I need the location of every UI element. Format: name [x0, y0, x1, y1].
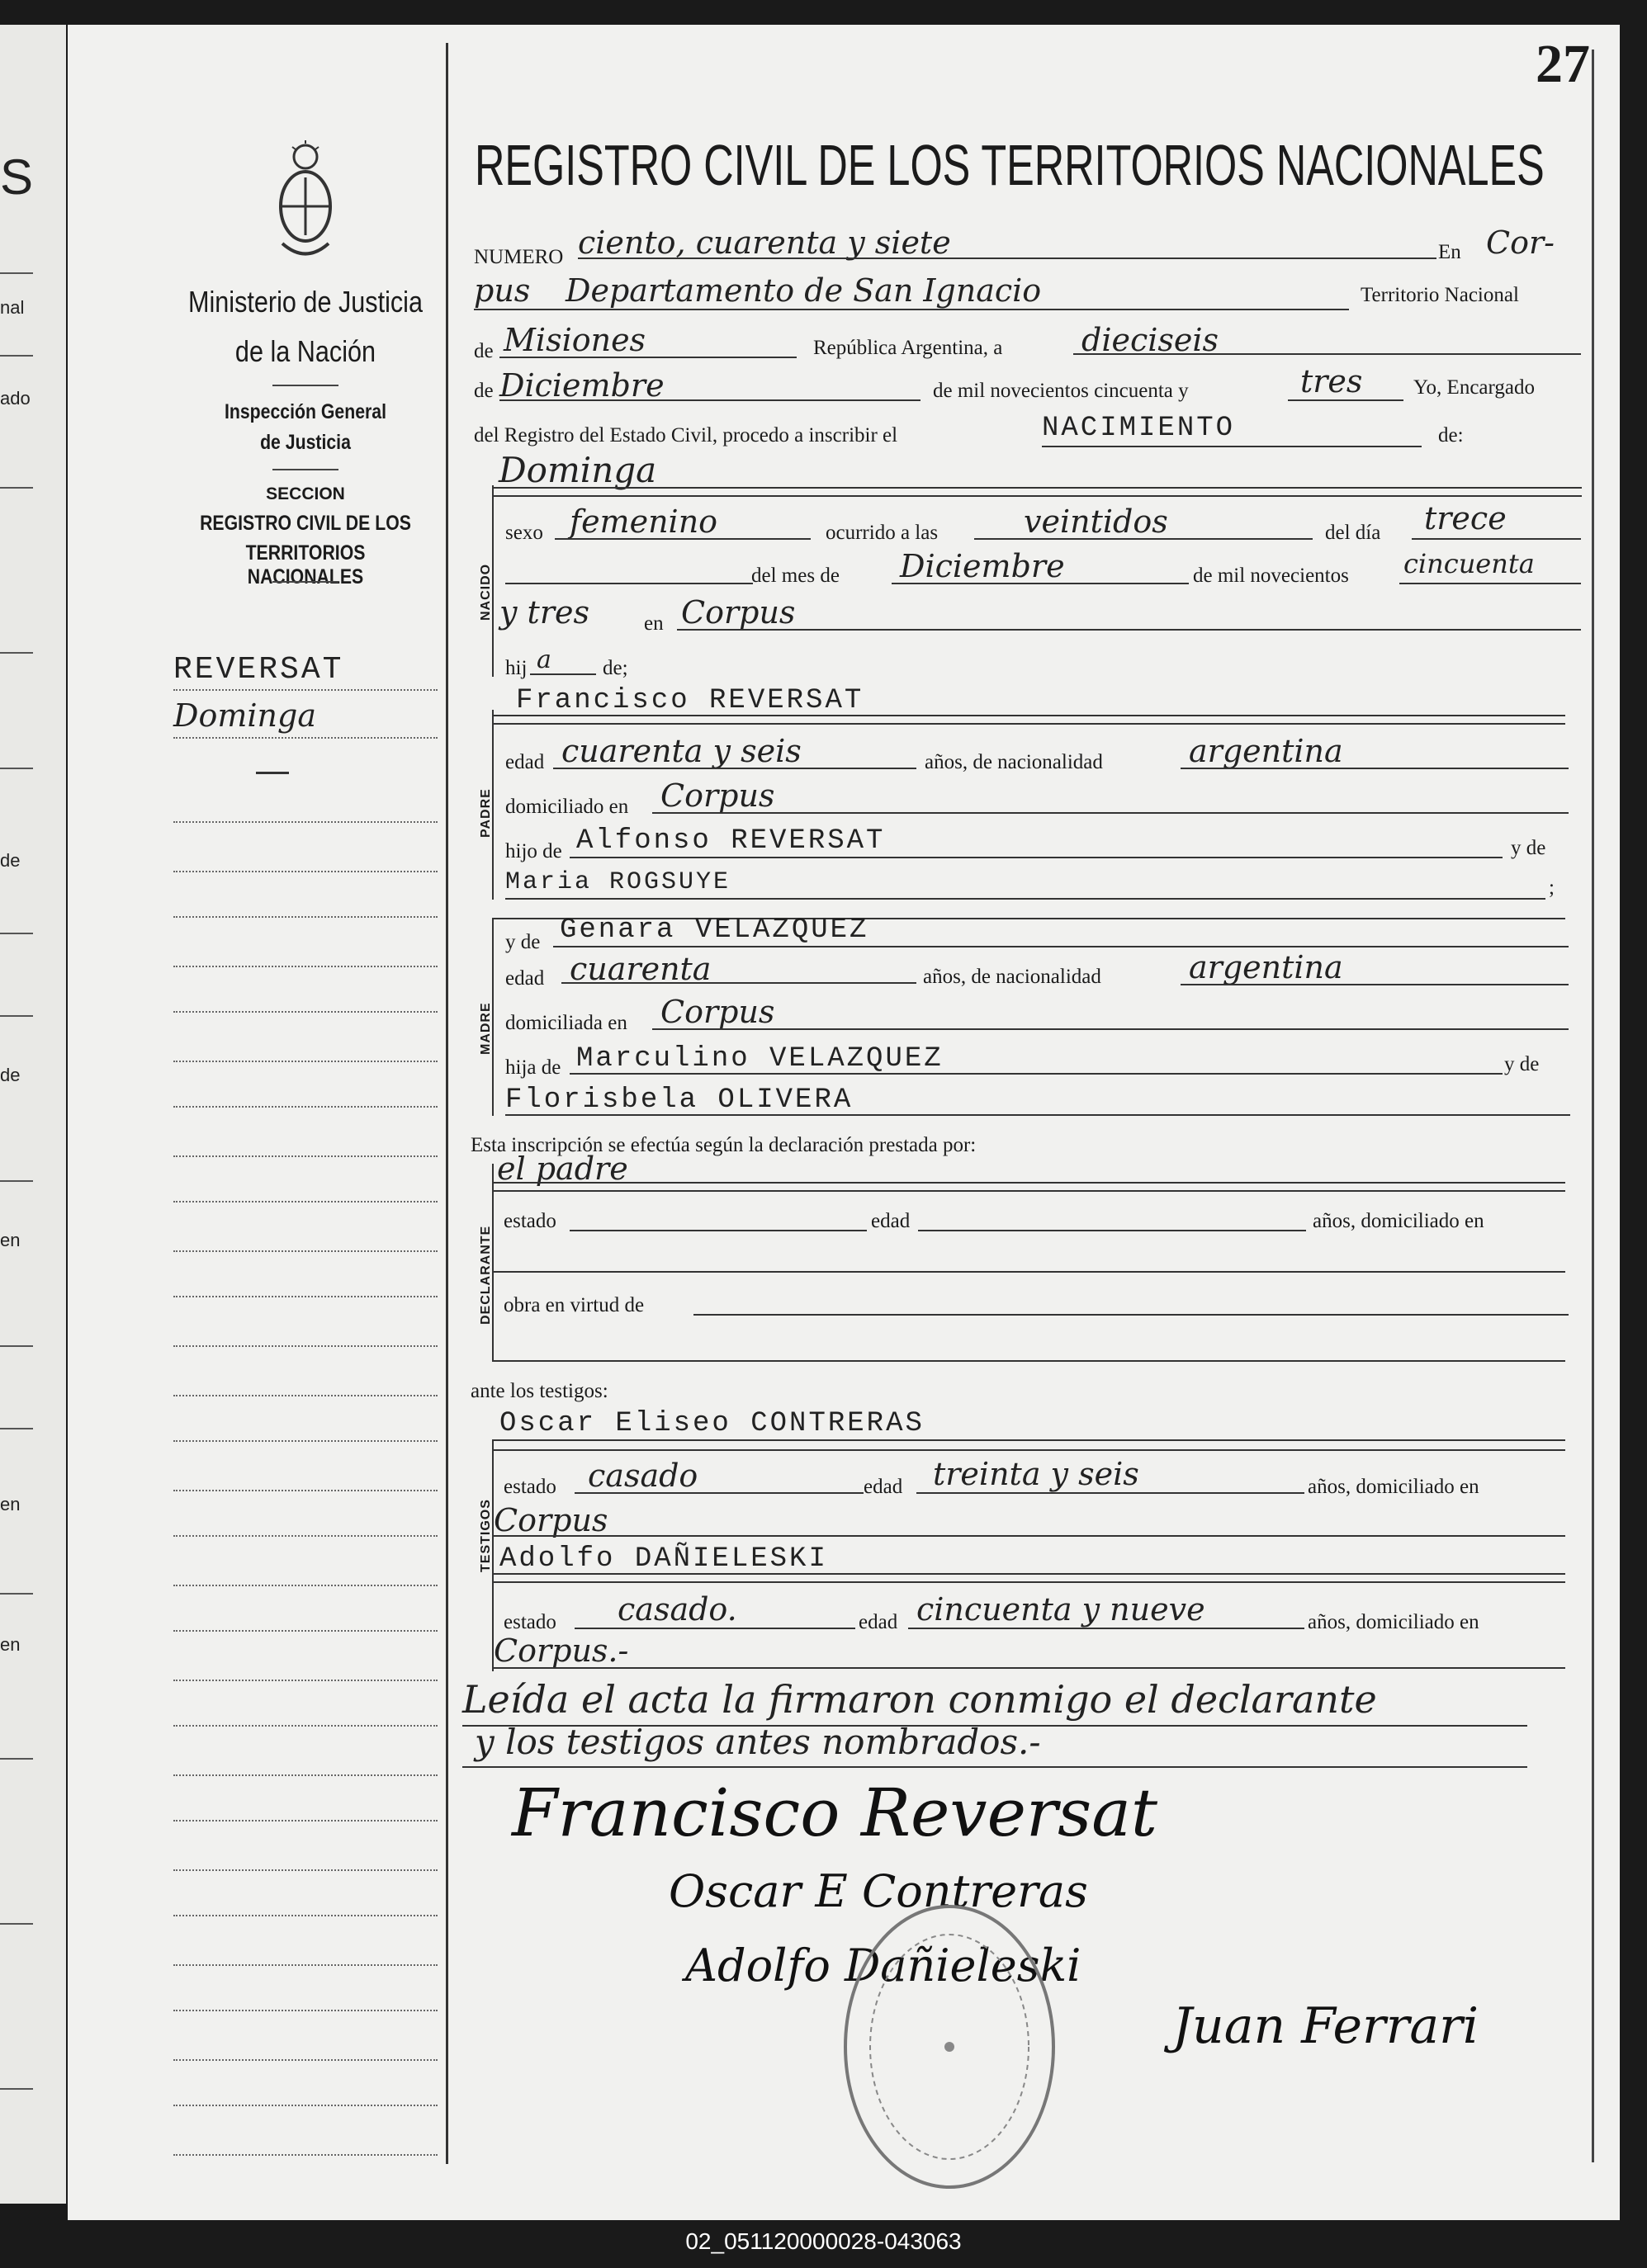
de-semicolon: de; [603, 657, 628, 679]
fragment: en [0, 1634, 21, 1655]
testigos-label: TESTIGOS [479, 1499, 493, 1572]
madre-edad-value: cuarenta [570, 951, 712, 987]
declarante-label: DECLARANTE [479, 1225, 493, 1325]
testigo2-edad: cincuenta y nueve [916, 1591, 1205, 1628]
testigo1-edad: treinta y seis [933, 1456, 1139, 1492]
city-part2: pus [474, 272, 531, 309]
anio-value-2: y tres [499, 594, 589, 631]
nacido-label: NACIDO [479, 563, 493, 621]
territory-value: Misiones [504, 322, 646, 358]
anio-value-1: cincuenta [1403, 548, 1535, 579]
testigo1-estado: casado [588, 1458, 698, 1494]
seccion-label: SECCION [266, 484, 345, 503]
madre-nacionalidad-value: argentina [1189, 949, 1343, 985]
mes-value: Diciembre [900, 548, 1065, 584]
fragment: de [0, 850, 21, 871]
madre-y-de-label-2: y de [1504, 1053, 1540, 1075]
fragment: de [0, 1065, 21, 1085]
index-surname: REVERSAT [173, 652, 344, 687]
page-title: REGISTRO CIVIL DE LOS TERRITORIOS NACIONALES [475, 133, 1545, 197]
madre-hija-de-label: hija de [505, 1056, 561, 1079]
madre-y-de-label: y de [505, 931, 541, 953]
page-number: 27 [1536, 34, 1590, 94]
city-part1: Cor- [1486, 224, 1555, 261]
testigo1-name: Oscar Eliseo CONTRERAS [499, 1408, 925, 1439]
testigo1-anos-label: años, domiciliado en [1308, 1476, 1479, 1498]
republica-label: República Argentina, a [813, 337, 1003, 359]
declarante-estado-label: estado [504, 1210, 556, 1232]
padre-edad-value: cuarenta y seis [561, 733, 802, 769]
padre-madre-name: Maria ROGSUYE [505, 868, 731, 896]
declarante-obra-label: obra en virtud de [504, 1294, 645, 1316]
acta-type: NACIMIENTO [1042, 413, 1236, 444]
ministry-subtitle: de la Nación [234, 334, 376, 368]
page-edge-rule [1592, 50, 1594, 2162]
testigos-intro: ante los testigos: [471, 1380, 608, 1402]
madre-domicilio-value: Corpus [660, 994, 775, 1030]
madre-domiciliada-label: domiciliada en [505, 1012, 627, 1034]
inspeccion-label: Inspección General [224, 400, 387, 423]
padre-padre-name: Alfonso REVERSAT [576, 825, 886, 857]
padre-edad-label: edad [505, 751, 545, 773]
declarante-intro: Esta inscripción se efectúa según la declaración prestada por: [471, 1134, 977, 1156]
departamento-value: Departamento de San Ignacio [566, 272, 1042, 309]
hijo-label: hij [505, 657, 528, 679]
year-value: tres [1300, 363, 1363, 399]
testigo2-estado-label: estado [504, 1611, 556, 1633]
testigo1-edad-label: edad [864, 1476, 903, 1498]
novecientos-label: de mil novecientos [1193, 565, 1349, 587]
sexo-label: sexo [505, 522, 543, 544]
madre-label: MADRE [479, 1002, 493, 1055]
testigo2-estado: casado. [618, 1591, 737, 1628]
fragment: en [0, 1230, 21, 1250]
declarante-anos-label: años, domiciliado en [1313, 1210, 1484, 1232]
signature-testigo-2: Adolfo Dañieleski [685, 1940, 1081, 1992]
mes-label: del mes de [751, 565, 840, 587]
dia-value: trece [1424, 500, 1507, 536]
numero-label: NUMERO [474, 246, 564, 268]
mil-label: de mil novecientos cincuenta y [933, 380, 1189, 402]
margin-rule [446, 43, 448, 2164]
image-identifier: 02_051120000028-043063 [685, 2228, 962, 2254]
en-label-2: en [644, 612, 664, 635]
day-value: dieciseis [1081, 322, 1219, 358]
fragment: nal [0, 297, 25, 318]
closing-line-1: Leída el acta la firmaron conmigo el declarante [462, 1677, 1377, 1722]
hijo-suffix: a [537, 645, 551, 674]
index-given-name: Dominga [173, 697, 316, 734]
sexo-value: femenino [570, 503, 718, 540]
lugar-value: Corpus [681, 594, 796, 631]
declarante-value: el padre [497, 1151, 628, 1187]
testigo2-name: Adolfo DAÑIELESKI [499, 1543, 828, 1575]
madre-anos-label: años, de nacionalidad [923, 966, 1101, 988]
ministry-title: Ministerio de Justicia [187, 285, 424, 319]
madre-madre-name: Florisbela OLIVERA [505, 1084, 854, 1116]
madre-name: Genara VELAZQUEZ [560, 914, 869, 946]
closing-line-2: y los testigos antes nombrados.- [475, 1722, 1041, 1762]
numero-value: ciento, cuarenta y siete [578, 224, 951, 261]
fragment: en [0, 1494, 21, 1514]
testigo2-anos-label: años, domiciliado en [1308, 1611, 1479, 1633]
fragment: S [0, 149, 34, 205]
de-label-2: de [474, 380, 494, 402]
signature-encargado: Juan Ferrari [1172, 1997, 1479, 2055]
testigo1-domicilio: Corpus [494, 1502, 608, 1538]
padre-y-de-label: y de [1511, 837, 1546, 859]
testigo1-estado-label: estado [504, 1476, 556, 1498]
de-label: de [474, 340, 494, 362]
testigo2-domicilio: Corpus.- [494, 1632, 629, 1669]
padre-nacionalidad-value: argentina [1189, 733, 1343, 769]
padre-hijo-de-label: hijo de [505, 840, 562, 862]
padre-label: PADRE [479, 788, 493, 838]
madre-padre-name: Marculino VELAZQUEZ [576, 1043, 944, 1075]
hora-value: veintidos [1024, 503, 1168, 540]
declarante-edad-label: edad [871, 1210, 911, 1232]
territorios-label: TERRITORIOS NACIONALES [245, 541, 366, 588]
padre-domiciliado-label: domiciliado en [505, 796, 629, 818]
ocurrido-label: ocurrido a las [826, 522, 939, 544]
nacido-name: Dominga [499, 450, 657, 490]
previous-page-edge [0, 25, 66, 2204]
de-colon: de: [1438, 424, 1464, 447]
territorio-label: Territorio Nacional [1361, 284, 1519, 306]
del-label: del Registro del Estado Civil, procedo a inscribir el [474, 424, 898, 447]
en-label: En [1438, 241, 1461, 263]
month-value: Diciembre [499, 367, 665, 404]
dia-label: del día [1325, 522, 1381, 544]
signature-testigo-1: Oscar E Contreras [669, 1865, 1088, 1917]
fragment: ado [0, 388, 31, 409]
justicia-label: de Justicia [260, 431, 351, 454]
madre-edad-label: edad [505, 967, 545, 990]
argentina-coat-of-arms-icon [272, 140, 338, 264]
registro-label: REGISTRO CIVIL DE LOS [200, 512, 411, 535]
padre-semicolon: ; [1549, 876, 1555, 899]
signature-declarante: Francisco Reversat [512, 1774, 1158, 1851]
padre-anos-label: años, de nacionalidad [925, 751, 1103, 773]
padre-name: Francisco REVERSAT [516, 685, 864, 716]
testigo2-edad-label: edad [859, 1611, 898, 1633]
padre-domicilio-value: Corpus [660, 777, 775, 814]
yo-label: Yo, Encargado [1413, 376, 1535, 399]
official-stamp-icon [834, 1898, 1065, 2195]
